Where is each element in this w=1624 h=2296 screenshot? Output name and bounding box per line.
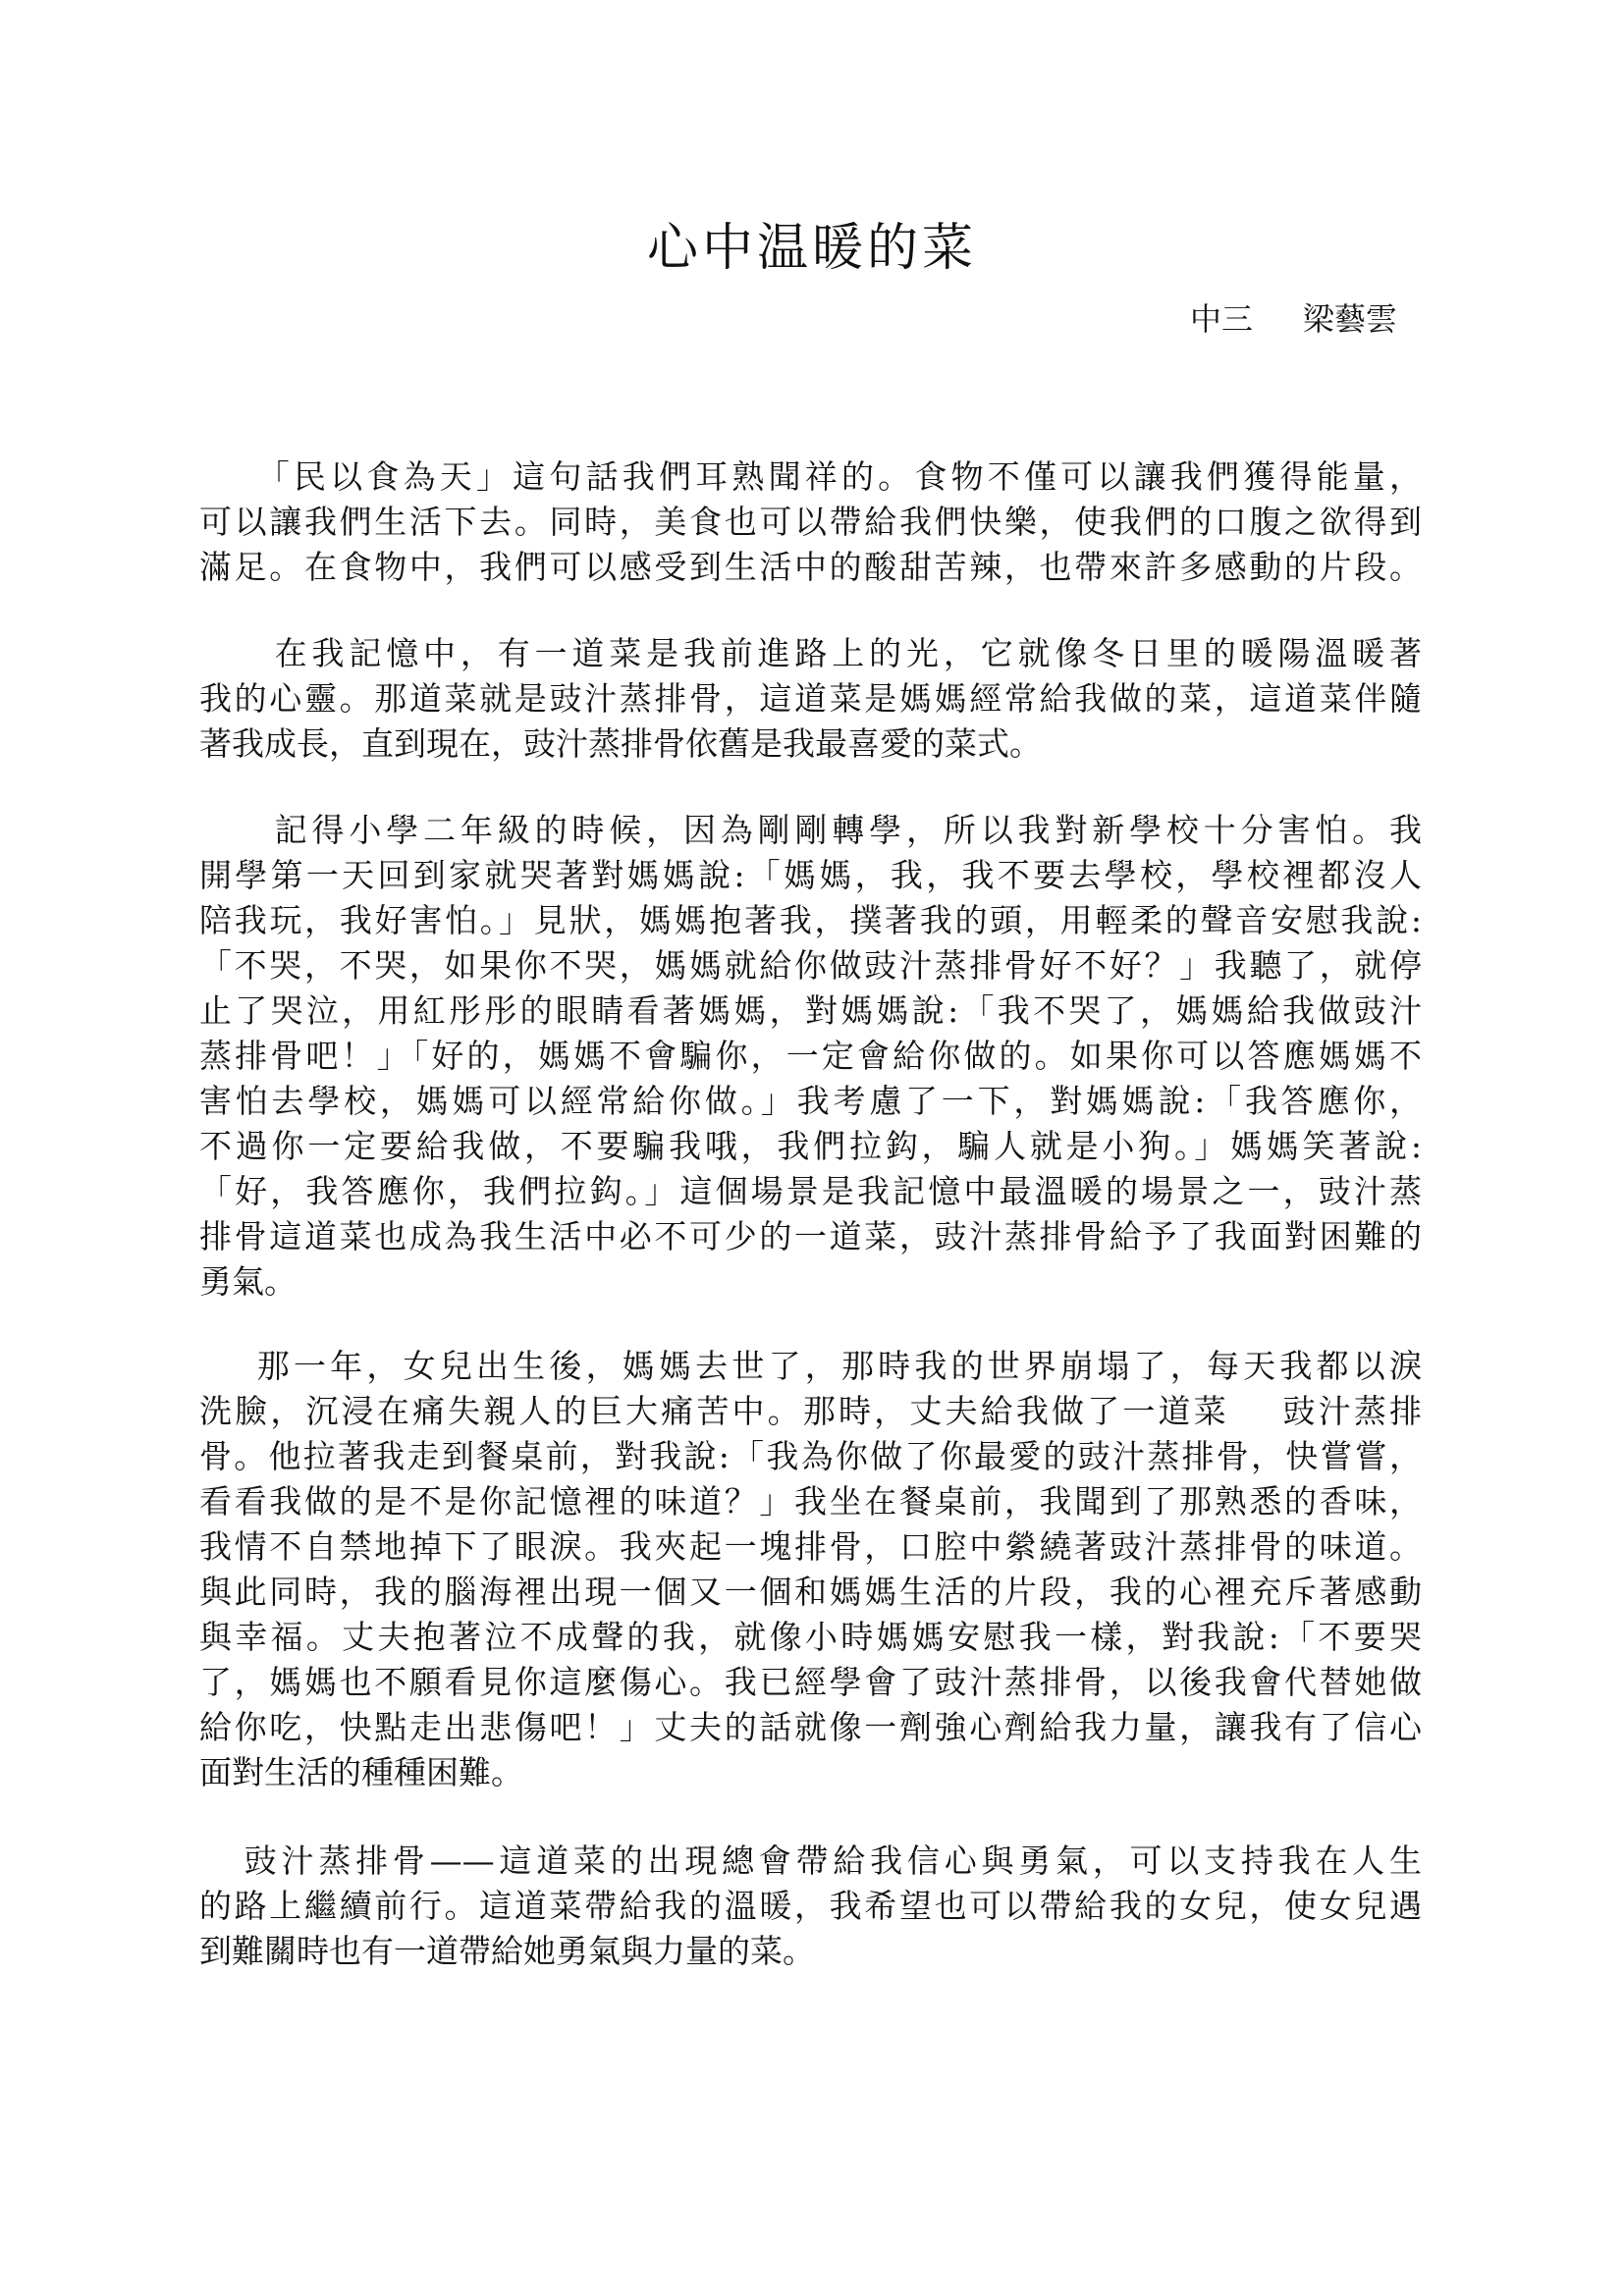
text-line: 到難關時也有一道帶給她勇氣與力量的菜。 [199, 1932, 815, 1970]
document-title: 心中温暖的菜 [646, 219, 977, 278]
text-line: 面對生活的種種困難。 [199, 1753, 523, 1791]
text-line: 看看我做的是不是你記憶裡的味道？」我坐在餐桌前，我聞到了那熟悉的香味， [199, 1482, 1422, 1521]
text-line: 洗臉，沉浸在痛失親人的巨大痛苦中。那時，丈夫給我做了一道菜 豉汁蒸排 [199, 1392, 1422, 1430]
text-line: 蒸排骨吧！」「好的，媽媽不會騙你，一定會給你做的。如果你可以答應媽媽不 [199, 1037, 1422, 1075]
text-line: 豉汁蒸排骨——這道菜的出現總會帶給我信心與勇氣，可以支持我在人生 [199, 1842, 1422, 1880]
text-line: 與此同時，我的腦海裡出現一個又一個和媽媽生活的片段，我的心裡充斥著感動 [199, 1573, 1422, 1611]
text-line: 陪我玩，我好害怕。」見狀，媽媽抱著我，撲著我的頭，用輕柔的聲音安慰我說: [199, 901, 1422, 939]
text-line: 記得小學二年級的時候，因為剛剛轉學，所以我對新學校十分害怕。我 [199, 811, 1422, 849]
text-line: 排骨這道菜也成為我生活中必不可少的一道菜，豉汁蒸排骨給予了我面對困難的 [199, 1217, 1422, 1255]
text-line: 不過你一定要給我做，不要騙我哦，我們拉鈎，騙人就是小狗。」媽媽笑著說: [199, 1127, 1422, 1165]
text-line: 勇氣。 [199, 1262, 297, 1301]
text-line: 「民以食為天」這句話我們耳熟聞祥的。食物不僅可以讓我們獲得能量， [199, 457, 1422, 496]
text-line: 「不哭，不哭，如果你不哭，媽媽就給你做豉汁蒸排骨好不好？」我聽了，就停 [199, 946, 1422, 985]
author-byline: 中三 梁藝雲 [1190, 300, 1397, 338]
text-line: 開學第一天回到家就哭著對媽媽說:「媽媽，我，我不要去學校，學校裡都沒人 [199, 856, 1422, 894]
text-line: 著我成長，直到現在，豉汁蒸排骨依舊是我最喜愛的菜式。 [199, 724, 1042, 763]
text-line: 止了哭泣，用紅彤彤的眼睛看著媽媽，對媽媽說:「我不哭了，媽媽給我做豉汁 [199, 991, 1422, 1030]
text-line: 我情不自禁地掉下了眼淚。我夾起一塊排骨，口腔中縈繞著豉汁蒸排骨的味道。 [199, 1527, 1422, 1566]
paragraph [199, 1344, 1422, 1795]
essay-body [199, 454, 1422, 2015]
paragraph [199, 808, 1422, 1305]
text-line: 了，媽媽也不願看見你這麼傷心。我已經學會了豉汁蒸排骨，以後我會代替她做 [199, 1663, 1422, 1701]
text-line: 我的心靈。那道菜就是豉汁蒸排骨，這道菜是媽媽經常給我做的菜，這道菜伴隨 [199, 679, 1422, 718]
text-line: 與幸福。丈夫抱著泣不成聲的我，就像小時媽媽安慰我一樣，對我說:「不要哭 [199, 1618, 1422, 1656]
text-line: 在我記憶中，有一道菜是我前進路上的光，它就像冬日里的暖陽溫暖著 [199, 634, 1422, 672]
text-line: 可以讓我們生活下去。同時，美食也可以帶給我們快樂，使我們的口腹之欲得到 [199, 503, 1422, 541]
paragraph [199, 1839, 1422, 1974]
paragraph [199, 454, 1422, 590]
text-line: 那一年，女兒出生後，媽媽去世了，那時我的世界崩塌了，每天我都以淚 [199, 1347, 1422, 1385]
text-line: 「好，我答應你，我們拉鈎。」這個場景是我記憶中最溫暖的場景之一，豉汁蒸 [199, 1172, 1422, 1210]
text-line: 害怕去學校，媽媽可以經常給你做。」我考慮了一下，對媽媽說:「我答應你， [199, 1082, 1422, 1120]
paragraph [199, 631, 1422, 767]
text-line: 滿足。在食物中，我們可以感受到生活中的酸甜苦辣，也帶來許多感動的片段。 [199, 548, 1422, 586]
text-line: 的路上繼續前行。這道菜帶給我的溫暖，我希望也可以帶給我的女兒，使女兒遇 [199, 1887, 1422, 1925]
text-line: 給你吃，快點走出悲傷吧！」丈夫的話就像一劑強心劑給我力量，讓我有了信心 [199, 1708, 1422, 1746]
text-line: 骨。他拉著我走到餐桌前，對我說:「我為你做了你最愛的豉汁蒸排骨，快嘗嘗， [199, 1437, 1422, 1475]
